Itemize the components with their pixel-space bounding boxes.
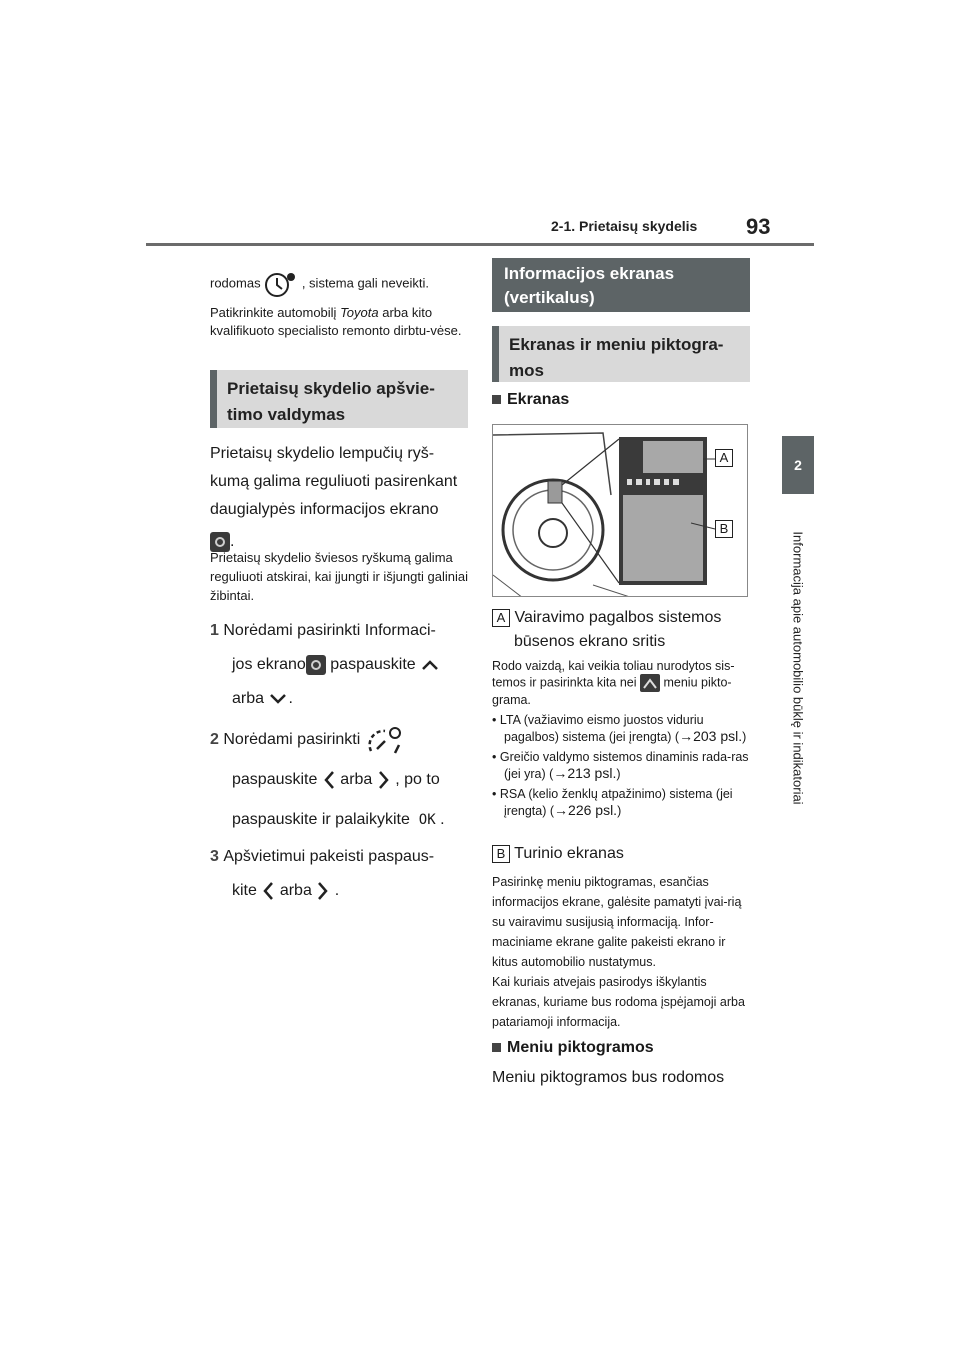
- step-2-text-c: arba: [340, 771, 373, 788]
- bullet-radar: • Greičio valdymo sistemos dinaminis rada-ras (jei yra) (→213 psl.): [492, 750, 749, 781]
- step-3-number: 3: [210, 848, 219, 865]
- step-2-text-d: , po to: [395, 771, 440, 788]
- step-1-text-e: .: [288, 690, 293, 707]
- section-heading-info-display: Informacijos ekranas (vertikalus): [492, 258, 750, 312]
- item-a-desc-1: Rodo vaizdą, kai veikia toliau nurodytos sis-temos ir pasirinkta kita nei: [492, 659, 735, 690]
- header-rule: [146, 243, 814, 246]
- item-a-title-2: būsenos ekrano sritis: [514, 633, 666, 650]
- illumination-text-end: .: [230, 533, 235, 550]
- step-1: [210, 614, 470, 716]
- item-b-label: B: [492, 845, 510, 863]
- check-text-a: Patikrinkite automobilį: [210, 305, 341, 320]
- step-1-text-b: jos ekrano: [232, 656, 306, 673]
- step-2-number: 2: [210, 731, 219, 748]
- chapter-title-vertical: [788, 508, 808, 828]
- chevron-left-icon: [322, 769, 336, 791]
- step-2-text-f: .: [440, 811, 445, 828]
- section-heading-display-icons: Ekranas ir meniu piktogra-mos: [492, 326, 750, 382]
- step-3-text-d: .: [334, 882, 340, 899]
- lta-check-icon: [264, 270, 298, 298]
- check-paragraph: [210, 304, 468, 340]
- heading-meniu: [492, 1036, 654, 1060]
- meniu-text: Meniu piktogramos bus rodomos: [492, 1069, 725, 1086]
- bullet-lta-ref[interactable]: →203 psl.: [679, 728, 743, 744]
- chevron-down-icon: [268, 692, 288, 706]
- item-a-description: [492, 658, 754, 708]
- bullet-radar-close: ): [616, 767, 621, 781]
- step-1-text-d: arba: [232, 690, 265, 707]
- illumination-paragraph: [210, 440, 468, 556]
- bullet-radar-text: Greičio valdymo sistemos dinaminis rada-ras (jei yra) (: [499, 750, 749, 781]
- check-text-b: arba kito kvalifikuoto specialisto remonto dirbtu-vėse.: [210, 305, 462, 338]
- item-a-label: A: [492, 609, 510, 627]
- step-1-text-a: Norėdami pasirinkti Informaci-: [223, 622, 436, 639]
- illumination-text: Prietaisų skydelio lempučių ryš-kumą galima reguliuoti pasirenkant daugialypės informacijos ekrano: [210, 445, 458, 518]
- item-a-title-1: Vairavimo pagalbos sistemos: [514, 609, 722, 626]
- page-number: 93: [746, 214, 771, 239]
- ok-button-glyph: OK: [418, 812, 436, 828]
- display-illustration: [492, 424, 748, 597]
- bullet-lta-close: ): [742, 730, 747, 744]
- step-3-text-b: kite: [232, 882, 257, 899]
- bullet-radar-ref[interactable]: →213 psl.: [553, 765, 617, 781]
- step-1-text-c: paspauskite: [325, 656, 416, 673]
- item-a-title: [492, 606, 754, 654]
- gauge-settings-icon: [365, 723, 405, 757]
- bullet-lta: • LTA (važiavimo eismo juostos viduriu pagalbos) sistema (jei įrengta) (→203 psl.): [492, 713, 747, 744]
- chapter-tab: 2: [782, 436, 814, 494]
- heading-ekranas: [492, 388, 569, 412]
- bullet-rsa-ref[interactable]: →226 psl.: [554, 802, 618, 818]
- bullet-rsa-close: ): [617, 804, 622, 818]
- intro-line: [210, 270, 470, 298]
- item-a-bullets: [492, 712, 754, 819]
- item-b-description: Pasirinkę meniu piktogramas, esančias informacijos ekrane, galėsite pamatyti įvai-rią su vairavimu susijusią informaciją. Infor-maciniame ekrane galite pakeisti ekrano ir kitus automobilio nustatymus.: [492, 875, 742, 969]
- step-1-number: 1: [210, 622, 219, 639]
- chevron-left-icon-2: [261, 880, 275, 902]
- chevron-right-icon: [377, 769, 391, 791]
- intro-text-a: rodomas: [210, 275, 261, 291]
- brand-name: Toyota: [340, 305, 379, 320]
- section-title: 2-1. Prietaisų skydelis: [551, 218, 698, 234]
- settings-icon-2: [306, 655, 326, 675]
- item-b-description-2: Kai kuriais atvejais pasirodys iškylantis ekranas, kuriame bus rodoma įspėjamoji arba patariamoji informacija.: [492, 975, 745, 1029]
- step-2-text-a: Norėdami pasirinkti: [223, 731, 361, 748]
- chevron-right-icon-2: [316, 880, 330, 902]
- figure-label-a: A: [715, 449, 733, 467]
- chapter-title-text: Informacija apie automobilio būklę ir indikatoriai: [790, 531, 806, 805]
- dashboard-drawing: [493, 425, 748, 597]
- bullet-lta-text: LTA (važiavimo eismo juostos viduriu pagalbos) sistema (jei įrengta) (: [499, 713, 704, 744]
- heading-ekranas-text: Ekranas: [507, 391, 570, 408]
- chevron-up-icon: [420, 658, 440, 672]
- bullet-rsa-text: RSA (kelio ženklų atpažinimo) sistema (jei įrengta) (: [499, 787, 733, 818]
- step-3-text-c: arba: [279, 882, 312, 899]
- heading-bullet: [492, 395, 501, 404]
- heading-bullet-2: [492, 1043, 501, 1052]
- step-3-text-a: Apšvietimui pakeisti paspaus-: [223, 848, 435, 865]
- item-b-title-text: Turinio ekranas: [514, 845, 624, 862]
- item-b-title: [492, 842, 624, 866]
- step-3: [210, 840, 470, 908]
- heading-meniu-text: Meniu piktogramos: [507, 1039, 654, 1056]
- intro-text-b: , sistema gali neveikti.: [301, 275, 429, 291]
- item-a-desc-2: meniu pikto-grama.: [492, 675, 732, 707]
- driving-assist-icon: [640, 674, 660, 692]
- step-2: [210, 720, 470, 840]
- figure-label-b: B: [715, 520, 733, 538]
- brightness-note: Prietaisų skydelio šviesos ryškumą galima reguliuoti atskirai, kai įjungti ir išjungti galiniai žibintai.: [210, 550, 468, 603]
- step-2-text-e: paspauskite ir palaikykite: [232, 811, 410, 828]
- section-heading-illumination: Prietaisų skydelio apšvie-timo valdymas: [210, 370, 468, 428]
- bullet-rsa: • RSA (kelio ženklų atpažinimo) sistema (jei įrengta) (→226 psl.): [492, 787, 733, 818]
- step-2-text-b: paspauskite: [232, 771, 318, 788]
